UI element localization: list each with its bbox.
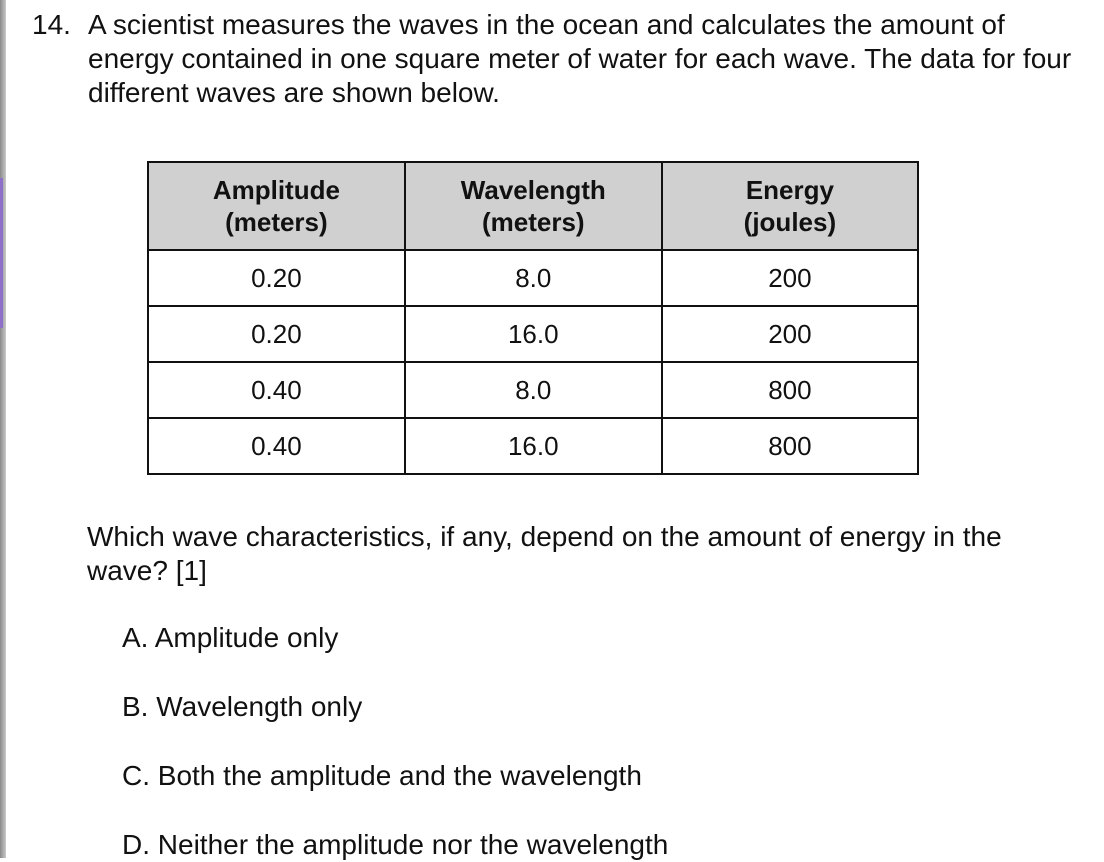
header-amplitude-label: Amplitude (212, 175, 340, 205)
header-amplitude (148, 162, 405, 250)
table-row (148, 418, 918, 474)
table-row (148, 306, 918, 362)
cell-wavelength: 8.0 (405, 362, 662, 418)
page-left-edge-accent (0, 178, 3, 328)
header-energy (662, 162, 918, 250)
choice-b[interactable]: B. Wavelength only (122, 691, 363, 722)
header-amplitude-unit: (meters) (225, 207, 328, 237)
table-row (148, 362, 918, 418)
cell-amplitude: 0.40 (148, 418, 405, 474)
choice-c[interactable]: C. Both the amplitude and the wavelength (122, 760, 642, 791)
cell-energy: 200 (662, 306, 918, 362)
choice-d[interactable]: D. Neither the amplitude nor the wavelength (122, 829, 669, 860)
header-wavelength-label: Wavelength (460, 175, 606, 205)
header-wavelength (405, 162, 662, 250)
table-row (148, 250, 918, 306)
cell-energy: 800 (662, 418, 918, 474)
cell-energy: 800 (662, 362, 918, 418)
question-number: 14. (32, 9, 71, 40)
question-stem: A scientist measures the waves in the ocean and calculates the amount of energy contained in one square meter of water for each wave. The data for four different waves are shown below. (88, 9, 1072, 108)
cell-wavelength: 16.0 (405, 418, 662, 474)
cell-amplitude: 0.20 (148, 250, 405, 306)
cell-amplitude: 0.20 (148, 306, 405, 362)
table-header-row (148, 162, 918, 250)
cell-wavelength: 16.0 (405, 306, 662, 362)
question-block (32, 8, 1072, 110)
question-prompt: Which wave characteristics, if any, depend on the amount of energy in the wave? [1] (87, 521, 1002, 586)
choice-a[interactable]: A. Amplitude only (122, 622, 339, 653)
header-energy-label: Energy (745, 175, 834, 205)
cell-energy: 200 (662, 250, 918, 306)
cell-wavelength: 8.0 (405, 250, 662, 306)
header-wavelength-unit: (meters) (481, 207, 585, 237)
header-energy-unit: (joules) (743, 207, 837, 237)
page-left-edge (0, 0, 6, 858)
cell-amplitude: 0.40 (148, 362, 405, 418)
wave-data-table (147, 161, 919, 475)
